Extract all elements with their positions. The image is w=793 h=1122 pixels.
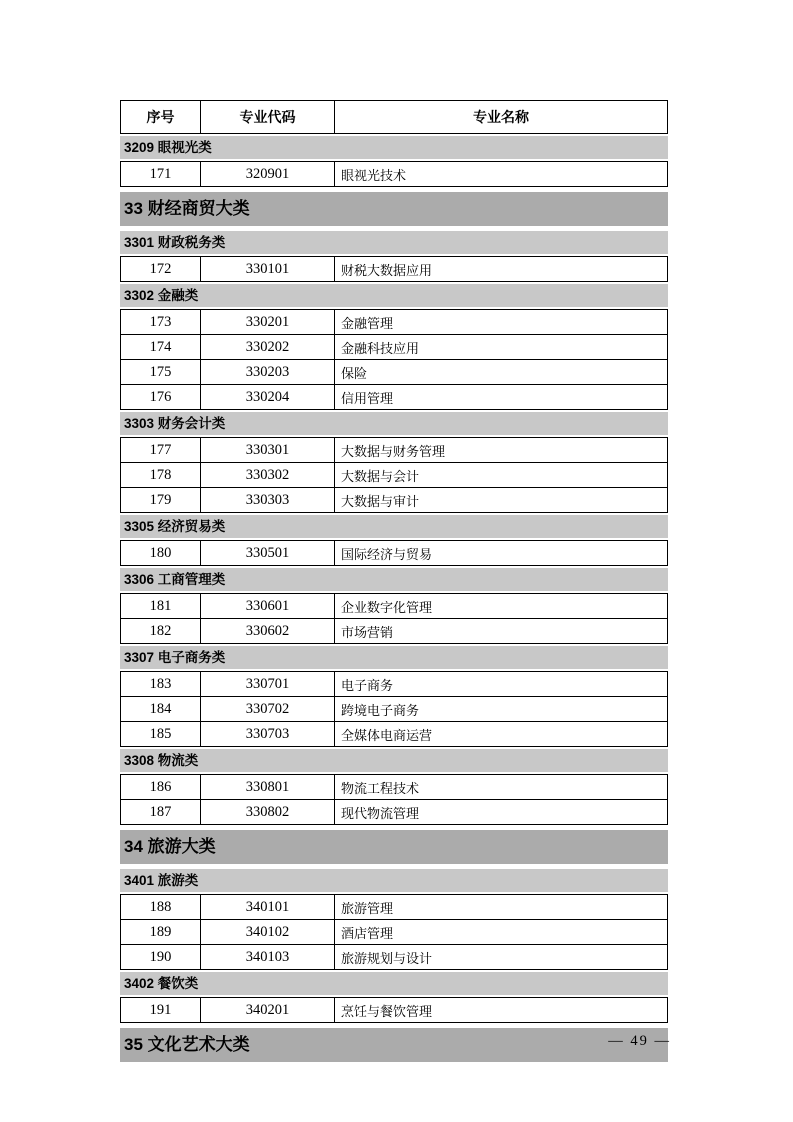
table-row — [120, 799, 668, 825]
table-row — [120, 487, 668, 513]
cell-no: 174 — [121, 335, 201, 359]
cell-no: 183 — [121, 672, 201, 696]
header-code: 专业代码 — [201, 101, 335, 133]
cell-name: 国际经济与贸易 — [341, 546, 433, 562]
cell-name: 旅游规划与设计 — [341, 950, 433, 966]
cell-code: 330301 — [201, 438, 335, 462]
cell-code: 340103 — [201, 945, 335, 969]
table-row — [120, 309, 668, 335]
cell-name: 烹饪与餐饮管理 — [341, 1003, 433, 1019]
page-number: — 49 — — [608, 1033, 671, 1049]
cell-code: 330701 — [201, 672, 335, 696]
cell-name: 大数据与财务管理 — [341, 443, 446, 459]
cell-no: 177 — [121, 438, 201, 462]
subcategory-band: 3306 工商管理类 — [120, 568, 668, 591]
subcategory-band: 3303 财务会计类 — [120, 412, 668, 435]
cell-name: 跨境电子商务 — [341, 702, 420, 718]
cell-name: 金融管理 — [341, 315, 394, 331]
table-row — [120, 256, 668, 282]
table-row — [120, 997, 668, 1023]
cell-name: 企业数字化管理 — [341, 599, 433, 615]
cell-no: 189 — [121, 920, 201, 944]
table-row — [120, 919, 668, 945]
cell-code: 330801 — [201, 775, 335, 799]
category-band: 35 文化艺术大类 — [120, 1028, 668, 1062]
majors-table-body — [120, 136, 668, 1062]
table-row — [120, 334, 668, 360]
cell-no: 188 — [121, 895, 201, 919]
subcategory-band: 3302 金融类 — [120, 284, 668, 307]
cell-no: 185 — [121, 722, 201, 746]
cell-no: 182 — [121, 619, 201, 643]
subcategory-band: 3307 电子商务类 — [120, 646, 668, 669]
table-row — [120, 671, 668, 697]
cell-no: 186 — [121, 775, 201, 799]
subcategory-band: 3305 经济贸易类 — [120, 515, 668, 538]
cell-name: 眼视光技术 — [341, 167, 407, 183]
cell-code: 330602 — [201, 619, 335, 643]
subcategory-band: 3402 餐饮类 — [120, 972, 668, 995]
cell-name: 旅游管理 — [341, 900, 394, 916]
cell-code: 330101 — [201, 257, 335, 281]
cell-no: 190 — [121, 945, 201, 969]
cell-no: 191 — [121, 998, 201, 1022]
cell-name: 大数据与审计 — [341, 493, 420, 509]
majors-table — [120, 100, 668, 1067]
table-row — [120, 774, 668, 800]
table-row — [120, 161, 668, 187]
table-row — [120, 618, 668, 644]
table-row — [120, 944, 668, 970]
cell-code: 320901 — [201, 162, 335, 186]
cell-name: 信用管理 — [341, 390, 394, 406]
cell-name: 现代物流管理 — [341, 805, 420, 821]
header-name: 专业名称 — [473, 109, 529, 125]
cell-no: 180 — [121, 541, 201, 565]
subcategory-band: 3209 眼视光类 — [120, 136, 668, 159]
cell-code: 330601 — [201, 594, 335, 618]
table-row — [120, 696, 668, 722]
subcategory-band: 3401 旅游类 — [120, 869, 668, 892]
table-row — [120, 894, 668, 920]
table-row — [120, 593, 668, 619]
cell-no: 181 — [121, 594, 201, 618]
table-row — [120, 721, 668, 747]
subcategory-band: 3301 财政税务类 — [120, 231, 668, 254]
cell-code: 330702 — [201, 697, 335, 721]
header-no: 序号 — [121, 101, 201, 133]
cell-code: 330202 — [201, 335, 335, 359]
cell-no: 184 — [121, 697, 201, 721]
cell-no: 187 — [121, 800, 201, 824]
cell-name: 财税大数据应用 — [341, 262, 433, 278]
cell-name: 市场营销 — [341, 624, 394, 640]
cell-code: 330703 — [201, 722, 335, 746]
cell-no: 178 — [121, 463, 201, 487]
cell-code: 340101 — [201, 895, 335, 919]
table-row — [120, 359, 668, 385]
cell-name: 物流工程技术 — [341, 780, 420, 796]
cell-code: 330303 — [201, 488, 335, 512]
cell-no: 171 — [121, 162, 201, 186]
cell-code: 340201 — [201, 998, 335, 1022]
cell-no: 176 — [121, 385, 201, 409]
cell-code: 330802 — [201, 800, 335, 824]
cell-no: 175 — [121, 360, 201, 384]
category-band: 33 财经商贸大类 — [120, 192, 668, 226]
cell-code: 330201 — [201, 310, 335, 334]
cell-name: 金融科技应用 — [341, 340, 420, 356]
table-row — [120, 540, 668, 566]
cell-code: 330203 — [201, 360, 335, 384]
table-header — [120, 100, 668, 134]
subcategory-band: 3308 物流类 — [120, 749, 668, 772]
category-band: 34 旅游大类 — [120, 830, 668, 864]
cell-code: 340102 — [201, 920, 335, 944]
cell-no: 172 — [121, 257, 201, 281]
cell-name: 全媒体电商运营 — [341, 727, 433, 743]
table-row — [120, 437, 668, 463]
cell-code: 330302 — [201, 463, 335, 487]
cell-code: 330204 — [201, 385, 335, 409]
cell-no: 173 — [121, 310, 201, 334]
table-row — [120, 384, 668, 410]
cell-name: 保险 — [341, 365, 368, 381]
cell-no: 179 — [121, 488, 201, 512]
cell-code: 330501 — [201, 541, 335, 565]
cell-name: 酒店管理 — [341, 925, 394, 941]
table-row — [120, 462, 668, 488]
cell-name: 大数据与会计 — [341, 468, 420, 484]
cell-name: 电子商务 — [341, 677, 394, 693]
